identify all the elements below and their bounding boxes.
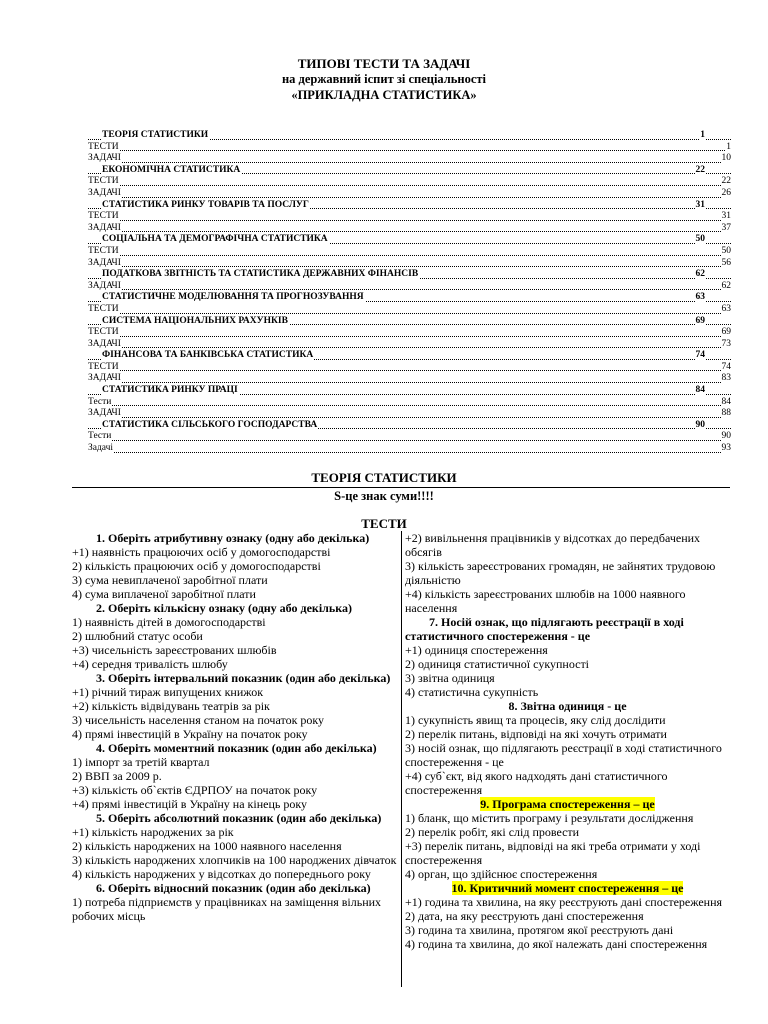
toc-entry-label: ЗАДАЧІ	[88, 373, 121, 384]
answer-text: 3) кількість зареєстрованих громадян, не зайнятих трудовою діяльністю	[405, 559, 716, 587]
answer-option	[72, 783, 398, 797]
toc-entry-label: ЗАДАЧІ	[88, 153, 121, 164]
toc-entry-label: Тести	[88, 396, 112, 407]
toc-entry[interactable]	[88, 443, 731, 455]
section-rule	[72, 487, 730, 488]
toc-entry-label: ЗАДАЧІ	[88, 187, 121, 198]
answer-option	[405, 671, 730, 685]
answer-text: +4) кількість зареєстрованих шлюбів на 1000 наявного населення	[405, 587, 686, 615]
answer-text: 1) потреба підприємств у працівниках на заміщення вільних робочих місць	[72, 895, 382, 923]
answer-option	[72, 825, 398, 839]
answer-option	[72, 797, 398, 811]
question-heading	[72, 881, 398, 895]
answer-option	[72, 615, 398, 629]
answer-text: 1) імпорт за третій квартал	[72, 755, 210, 769]
toc-page-number: 90	[721, 431, 731, 442]
section-note: S-це знак суми!!!!	[334, 489, 434, 503]
specialty-name: «ПРИКЛАДНА СТАТИСТИКА»	[291, 88, 477, 102]
toc-entry[interactable]	[88, 304, 731, 316]
toc-leader-dots	[88, 231, 731, 232]
answer-text: +1) річний тираж випущених книжок	[72, 685, 264, 699]
question-heading	[72, 531, 398, 545]
answer-text: 2) дата, на яку реєструють дані спостереження	[405, 909, 644, 923]
toc-leader-dots	[88, 370, 731, 371]
toc-entry[interactable]	[88, 153, 731, 165]
toc-entry[interactable]	[88, 373, 731, 385]
toc-leader-dots	[88, 452, 731, 453]
toc-entry-label: ТЕСТИ	[88, 211, 119, 222]
toc-entry[interactable]	[88, 327, 731, 339]
answer-option	[405, 867, 730, 881]
answer-option	[72, 839, 398, 853]
answer-option	[72, 657, 398, 671]
answer-text: 4) година та хвилина, до якої належать дані спостереження	[405, 937, 708, 951]
answer-option	[72, 643, 398, 657]
question-text: 2. Оберіть кількісну ознаку (одну або декілька)	[96, 601, 352, 615]
toc-page-number: 74	[695, 350, 705, 361]
answer-option	[72, 867, 398, 881]
answer-option	[405, 657, 730, 671]
toc-page-number: 84	[695, 385, 705, 396]
answer-option	[405, 909, 730, 923]
answer-option	[405, 713, 730, 727]
question-text: 7. Носій ознак, що підлягають реєстрації в ході статистичного спостереження - це	[405, 615, 684, 643]
toc-page-number: 50	[721, 245, 731, 256]
toc-entry-label: СТАТИСТИКА РИНКУ ТОВАРІВ ТА ПОСЛУГ	[102, 199, 309, 210]
table-of-contents	[88, 130, 731, 455]
toc-page-number: 93	[721, 443, 731, 454]
toc-page-number: 22	[695, 164, 705, 175]
answer-option	[405, 839, 730, 867]
toc-page-number: 88	[721, 408, 731, 419]
answer-text: +1) година та хвилина, на яку реєструють дані спостереження	[405, 895, 723, 909]
toc-entry[interactable]	[88, 339, 731, 351]
toc-leader-dots	[88, 313, 731, 314]
question-heading	[72, 601, 398, 615]
question-text: 10. Критичний момент спостереження – це	[451, 881, 684, 895]
toc-entry-label: СОЦІАЛЬНА ТА ДЕМОГРАФІЧНА СТАТИСТИКА	[102, 234, 328, 245]
toc-entry-label: ТЕСТИ	[88, 245, 119, 256]
toc-page-number: 63	[695, 292, 705, 303]
question-heading	[405, 797, 730, 811]
answer-text: +2) кількість відвідувань театрів за рік	[72, 699, 270, 713]
question-text: 9. Програма спостереження – це	[480, 797, 655, 811]
toc-leader-dots	[88, 255, 731, 256]
toc-page-number: 73	[721, 338, 731, 349]
answer-option	[72, 895, 398, 923]
toc-page-number: 31	[721, 211, 731, 222]
toc-leader-dots	[88, 440, 731, 441]
toc-leader-dots	[88, 347, 731, 348]
toc-page-number: 69	[695, 315, 705, 326]
toc-entry[interactable]	[88, 211, 731, 223]
answer-option	[405, 727, 730, 741]
answer-text: 3) носій ознак, що підлягають реєстрації в ході статистичного спостереження - це	[405, 741, 722, 769]
toc-page-number: 69	[721, 327, 731, 338]
toc-entry[interactable]	[88, 246, 731, 258]
answer-text: 2) перелік питань, відповіді на які хочуть отримати	[405, 727, 667, 741]
toc-page-number: 74	[721, 361, 731, 372]
toc-page-number: 26	[721, 187, 731, 198]
toc-entry[interactable]	[88, 281, 731, 293]
toc-heading-entry[interactable]	[88, 165, 731, 177]
answer-text: +3) перелік питань, відповіді на які треба отримати у ході спостереження	[405, 839, 701, 867]
answer-text: +4) суб`єкт, від якого надходять дані статистичного спостереження	[405, 769, 668, 797]
answer-text: 4) кількість народжених у відсотках до попереднього року	[72, 867, 371, 881]
answer-text: 2) кількість працюючих осіб у домогосподарстві	[72, 559, 321, 573]
toc-entry-label: ЗАДАЧІ	[88, 408, 121, 419]
toc-leader-dots	[88, 405, 731, 406]
question-text: 3. Оберіть інтервальний показник (один або декілька)	[96, 671, 391, 685]
toc-entry[interactable]	[88, 188, 731, 200]
answer-text: 3) звітна одиниця	[405, 671, 495, 685]
answer-option	[405, 559, 730, 587]
question-text: 4. Оберіть моментний показник (один або декілька)	[96, 741, 377, 755]
toc-entry-label: ЗАДАЧІ	[88, 280, 121, 291]
toc-entry-label: ТЕСТИ	[88, 303, 119, 314]
toc-entry-label: ЕКОНОМІЧНА СТАТИСТИКА	[102, 164, 241, 175]
answer-text: 4) статистична сукупність	[405, 685, 539, 699]
answer-text: 2) шлюбний статус особи	[72, 629, 203, 643]
question-text: 6. Оберіть відносний показник (один або декілька)	[96, 881, 371, 895]
toc-page-number: 37	[721, 222, 731, 233]
answer-option	[72, 727, 398, 741]
question-heading	[405, 881, 730, 895]
toc-entry[interactable]	[88, 258, 731, 270]
answer-option	[405, 769, 730, 797]
toc-page-number: 83	[721, 373, 731, 384]
answer-text: +4) прямі інвестицій в Україну на кінець року	[72, 797, 308, 811]
toc-entry[interactable]	[88, 397, 731, 409]
answer-text: 4) орган, що здійснює спостереження	[405, 867, 598, 881]
answer-option	[405, 531, 730, 559]
toc-entry-label: ЗАДАЧІ	[88, 338, 121, 349]
answer-option	[72, 853, 398, 867]
answer-option	[72, 587, 398, 601]
answer-text: +1) кількість народжених за рік	[72, 825, 234, 839]
toc-heading-entry[interactable]	[88, 316, 731, 328]
toc-heading-entry[interactable]	[88, 200, 731, 212]
answer-text: +1) наявність працюючих осіб у домогосподарстві	[72, 545, 331, 559]
toc-heading-entry[interactable]	[88, 234, 731, 246]
toc-entry[interactable]	[88, 142, 731, 154]
toc-page-number: 1	[726, 141, 731, 152]
answer-text: 3) кількість народжених хлопчиків на 100 народжених дівчаток	[72, 853, 397, 867]
answer-option	[405, 587, 730, 615]
answer-option	[72, 545, 398, 559]
toc-entry-label: Задачі	[88, 443, 114, 454]
tests-heading: ТЕСТИ	[361, 516, 407, 531]
toc-leader-dots	[88, 162, 731, 163]
toc-page-number: 84	[721, 396, 731, 407]
answer-option	[405, 895, 730, 909]
toc-entry[interactable]	[88, 362, 731, 374]
toc-entry[interactable]	[88, 176, 731, 188]
toc-leader-dots	[88, 220, 731, 221]
toc-page-number: 31	[695, 199, 705, 210]
answer-text: 2) одиниця статистичної сукупності	[405, 657, 590, 671]
toc-leader-dots	[88, 197, 731, 198]
toc-page-number: 1	[700, 130, 705, 140]
left-column	[72, 531, 398, 923]
toc-entry-label: ФІНАНСОВА ТА БАНКІВСЬКА СТАТИСТИКА	[102, 350, 314, 361]
toc-page-number: 62	[695, 269, 705, 280]
answer-text: 3) сума невиплаченої заробітної плати	[72, 573, 268, 587]
toc-page-number: 62	[721, 280, 731, 291]
answer-text: 1) бланк, що містить програму і результати дослідження	[405, 811, 694, 825]
toc-entry-label: ТЕОРІЯ СТАТИСТИКИ	[102, 130, 209, 140]
toc-entry-label: ТЕСТИ	[88, 176, 119, 187]
toc-leader-dots	[88, 336, 731, 337]
toc-leader-dots	[88, 382, 731, 383]
toc-heading-entry[interactable]	[88, 350, 731, 362]
toc-entry[interactable]	[88, 223, 731, 235]
question-heading	[72, 671, 398, 685]
answer-option	[72, 685, 398, 699]
toc-heading-entry[interactable]	[88, 130, 731, 142]
toc-page-number: 50	[695, 234, 705, 245]
toc-page-number: 10	[721, 153, 731, 164]
toc-leader-dots	[88, 150, 731, 151]
answer-option	[72, 699, 398, 713]
toc-entry-label: ТЕСТИ	[88, 361, 119, 372]
question-heading	[72, 811, 398, 825]
toc-heading-entry[interactable]	[88, 385, 731, 397]
toc-entry-label: СТАТИСТИКА СІЛЬСЬКОГО ГОСПОДАРСТВА	[102, 419, 318, 430]
toc-entry-label: ТЕСТИ	[88, 327, 119, 338]
answer-option	[405, 811, 730, 825]
answer-text: 1) наявність дітей в домогосподарстві	[72, 615, 266, 629]
answer-option	[72, 629, 398, 643]
section-title: ТЕОРІЯ СТАТИСТИКИ	[311, 470, 457, 485]
question-text: 8. Звітна одиниця - це	[508, 699, 627, 713]
toc-entry-label: СТАТИСТИКА РИНКУ ПРАЦІ	[102, 385, 238, 396]
question-heading	[405, 615, 730, 643]
toc-heading-entry[interactable]	[88, 292, 731, 304]
answer-text: 1) сукупність явищ та процесів, яку слід дослідити	[405, 713, 666, 727]
document-subtitle: на державний іспит зі спеціальності	[281, 72, 487, 86]
answer-option	[72, 573, 398, 587]
answer-text: +2) вивільнення працівників у відсотках до передбачених обсягів	[405, 531, 701, 559]
answer-option	[72, 713, 398, 727]
answer-text: 4) сума виплаченої заробітної плати	[72, 587, 256, 601]
answer-text: +4) середня тривалість шлюбу	[72, 657, 228, 671]
answer-option	[72, 559, 398, 573]
toc-heading-entry[interactable]	[88, 269, 731, 281]
answer-text: 2) кількість народжених на 1000 наявного населення	[72, 839, 342, 853]
toc-entry-label: Тести	[88, 431, 112, 442]
toc-entry-label: СИСТЕМА НАЦІОНАЛЬНИХ РАХУНКІВ	[102, 315, 288, 326]
answer-text: +3) чисельність зареєстрованих шлюбів	[72, 643, 277, 657]
toc-entry-label: ТЕСТИ	[88, 141, 119, 152]
toc-heading-entry[interactable]	[88, 420, 731, 432]
toc-page-number: 22	[721, 176, 731, 187]
answer-option	[405, 923, 730, 937]
toc-leader-dots	[88, 417, 731, 418]
toc-entry[interactable]	[88, 431, 731, 443]
toc-entry[interactable]	[88, 408, 731, 420]
answer-option	[405, 937, 730, 951]
answer-option	[405, 741, 730, 769]
question-text: 5. Оберіть абсолютний показник (один або декілька)	[96, 811, 382, 825]
question-heading	[405, 699, 730, 713]
answer-option	[72, 755, 398, 769]
right-column	[405, 531, 730, 951]
toc-page-number: 56	[721, 257, 731, 268]
toc-page-number: 63	[721, 303, 731, 314]
toc-entry-label: ЗАДАЧІ	[88, 222, 121, 233]
document-title: ТИПОВІ ТЕСТИ ТА ЗАДАЧІ	[297, 56, 471, 71]
toc-page-number: 90	[695, 419, 705, 430]
answer-text: 2) перелік робіт, які слід провести	[405, 825, 580, 839]
answer-option	[405, 825, 730, 839]
answer-option	[405, 643, 730, 657]
answer-text: 4) прямі інвестицій в Україну на початок року	[72, 727, 308, 741]
answer-option	[72, 769, 398, 783]
question-text: 1. Оберіть атрибутивну ознаку (одну або декілька)	[96, 531, 370, 545]
toc-entry-label: ПОДАТКОВА ЗВІТНІСТЬ ТА СТАТИСТИКА ДЕРЖАВНИХ ФІНАНСІВ	[102, 269, 419, 280]
toc-leader-dots	[88, 185, 731, 186]
toc-entry-label: ЗАДАЧІ	[88, 257, 121, 268]
toc-leader-dots	[88, 266, 731, 267]
answer-text: +1) одиниця спостереження	[405, 643, 548, 657]
answer-option	[405, 685, 730, 699]
answer-text: 3) година та хвилина, протягом якої реєструють дані	[405, 923, 674, 937]
toc-entry-label: СТАТИСТИЧНЕ МОДЕЛЮВАННЯ ТА ПРОГНОЗУВАННЯ	[102, 292, 364, 303]
answer-text: 3) чисельність населення станом на початок року	[72, 713, 325, 727]
answer-text: 2) ВВП за 2009 р.	[72, 769, 162, 783]
question-heading	[72, 741, 398, 755]
toc-leader-dots	[88, 289, 731, 290]
answer-text: +3) кількість об`єктів ЄДРПОУ на початок року	[72, 783, 318, 797]
column-divider	[401, 531, 402, 987]
